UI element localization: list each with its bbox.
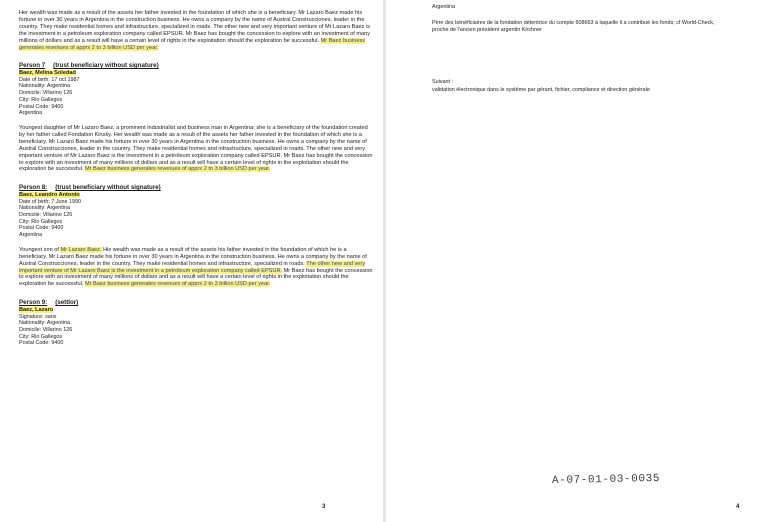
- person9-heading: [19, 299, 373, 306]
- person8-bio-text: Mr Baez has bought the concession to explore with an investment of many millions of dollars and as a result will have a certain level of rights in the exploitation should the exploration be successful.: [19, 267, 373, 288]
- person9-section: [19, 299, 373, 347]
- beneficiary-father-note: Père des bénéficiaires de la fondation détentrice du compte 608663 à laquelle il a contribué les fonds; cf World-Check, proche de l'ancien président argentin Kirchner: [432, 20, 715, 33]
- person7-field: City: Rio Gallegos: [19, 96, 63, 103]
- person8-bio-highlight: Mr Baez business generates revenues of apprx 2 to 3 billion USD per year.: [84, 281, 271, 288]
- page-number-left: 3: [322, 504, 326, 510]
- person7-field: Nationality: Argentina: [19, 83, 70, 90]
- person8-field: City: Rio Gallegos: [19, 218, 63, 225]
- person9-field: Domicile: Villarino 126: [19, 327, 73, 333]
- person7-role: (trust beneficiary without signature): [53, 62, 159, 70]
- person7-name: Baez, Melina Soledad: [19, 69, 76, 76]
- archive-stamp: A-07-01-03-0035: [551, 473, 661, 487]
- person9-field: Signature: sans: [19, 313, 57, 320]
- person9-field: Nationality: Argentina: [19, 320, 70, 327]
- person7-field: Domicile: Villarino 126: [19, 90, 73, 97]
- page-number-right: 4: [736, 504, 740, 510]
- person8-field: Nationality: Argentina: [19, 205, 70, 212]
- person7-field: Postal Code: 9400: [19, 103, 64, 110]
- intro-paragraph: [19, 10, 373, 51]
- person8-bio: [19, 247, 373, 288]
- person8-field: Argentina: [19, 232, 43, 239]
- country-text: Argentina: [432, 4, 456, 10]
- person7-field: Date of birth: 17 oct 1987: [19, 76, 80, 83]
- person8-bio-text: Youngest son of: [19, 246, 59, 253]
- suivant-text: validation électronique dans le système par gérant, fichier, compliance et direction générale: [432, 87, 650, 93]
- person7-bio-text: Youngest daughter of Mr Lazaro Baez, a prominent industrialist and business man in Argentina; she is a beneficiary of the foundation created by her father called Fondation Kinsky. Her wealth was made as a result of the assets her father invested in the foundation of which she is a beneficiary. Mr Lazaro Baez made his fortune in over 30 years in Argentina in the construction business. He owns a company by the name of Austral Construcciones, leader in the country. They make residential homes and infrastructure, specialized in roads. The other new and very important venture of Mr Lazaro Baez is the investment in a petroleum exploration company called EPSUR. Mr Baez has bought the concession to explore with an investment of many millions of dollars and as a result will have a certain level of rights in the exploitation should the exploration be successful.: [19, 124, 373, 173]
- person8-label: Person 8:: [19, 184, 48, 192]
- person7-section: [19, 62, 373, 173]
- intro-text: Her wealth was made as a result of the assets her father invested in the foundation of which she is a beneficiary. Mr Lazaro Baez made his fortune in over 30 years in Argentina in the construction business. He owns a company by the name of Austral Construcciones, leader in the country. They make residential homes and infrastructure, specialized in roads. The other new and very important venture of Mr Lazaro Baez is the investment in a petroleum exploration company called EPSUR. Mr Baez has bought the concession to explore with an investment of many millions of dollars and as a result will have a certain level of rights in the exploitation should the exploration be successful.: [19, 10, 371, 44]
- person7-heading: [19, 62, 373, 69]
- person9-field: Postal Code: 9400: [19, 340, 64, 347]
- document-page-left: [0, 0, 383, 522]
- intro-highlight: Mr Baez business generates revenues of apprx 2 to 3 billion USD per year.: [19, 37, 366, 51]
- person8-name: Baez, Leandro Antonio: [19, 191, 80, 198]
- person9-name: Baez, Lazaro: [19, 306, 54, 313]
- person7-bio: [19, 125, 373, 173]
- person9-label: Person 9:: [19, 299, 48, 307]
- person7-field: Argentina: [19, 110, 43, 117]
- document-page-right: [386, 0, 768, 522]
- person7-label: Person 7: [19, 62, 46, 70]
- person8-bio-highlight: Mr Lazaro Baez.: [60, 246, 102, 253]
- person8-field: Date of birth: 7 June 1990: [19, 198, 82, 205]
- person7-bio-highlight: Mr Baez business generates revenues of apprx 2 to 3 billion USD per year.: [84, 166, 271, 173]
- person9-field: City: Rio Gallegos: [19, 333, 63, 340]
- suivant-label: Suivant :: [432, 79, 453, 85]
- person8-field: Domicile: Villarino 126: [19, 212, 73, 219]
- person8-heading: [19, 184, 373, 191]
- person9-role: (settlor): [55, 299, 79, 307]
- person8-bio-highlight: The other new and very important venture of Mr Lazaro Baez is the investment in a petroleum exploration company called EPSUR.: [19, 260, 366, 274]
- person8-role: (trust beneficiary without signature): [55, 184, 161, 192]
- person8-section: [19, 184, 373, 288]
- person8-bio-text: His wealth was made as a result of the assets his father invested in the foundation of which he is a beneficiary. Mr Lazaro Baez made his fortune in over 30 years in Argentina in the construction business. He owns a company by the name of Austral Construcciones, leader in the country. They make residential homes and infrastructure, specialized in roads.: [19, 246, 367, 267]
- person8-field: Postal Code: 9400: [19, 225, 64, 232]
